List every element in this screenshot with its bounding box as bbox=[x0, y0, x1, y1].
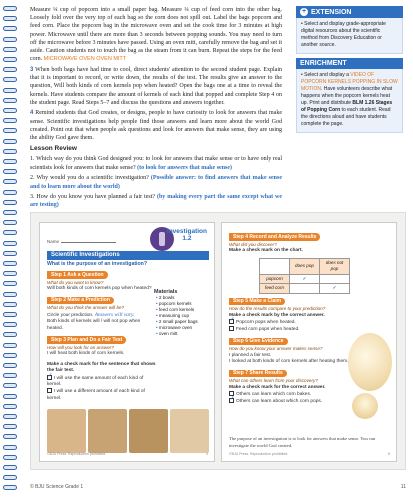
student-page-right: Step 4 Record and Analyze Results What did you discover? Make a check mark on the chart. does pop does not pop popcorn ✓ feed corn ✓ Step 5 Make a Claim How do the results compare to your prediction? Make a check mark by the correct answer. ✓Popcorn pops when heated. Feed corn pops when heated. Step 6 Give Evidence How do you know your answer makes sense? I planned a fair test. I looked at both kinds of corn kernels after heating them. Step 7 Share Results What can others learn from your discovery? Make a check mark for the correct answer. Others can learn which corn bakes. ✓Others can learn about which corn pops. The purpose of an investigation is to look for answers that make sense. You can investigate the world God created. ©BJU Press. Reproduction prohibited. 5 bbox=[221, 222, 397, 462]
enrichment-header: ENRICHMENT bbox=[296, 58, 403, 69]
investigation-title: Investigation 1.2 bbox=[166, 228, 207, 242]
binding-ring bbox=[3, 292, 17, 297]
binding-ring bbox=[3, 200, 17, 205]
material-item: • microwave oven bbox=[156, 325, 212, 331]
student-page-left: Investigation 1.2 Name Scientific Investigations What is the purpose of an investigation? Step 1 Ask a Question What do you want to know? Will both kinds of corn kernels pop when heated? Step 2 Make a Prediction What do you think the answer will be? Circle your prediction. Answers will vary. Both kinds of kernels will / will not pop when heated. Step 3 Plan and Do a Fair Test How will you look for an answer? I will heat both kinds of corn kernels. Make a check mark for the sentence that shows the fair test. ✓I will use the same amount of each kind of kernel. I will use a different amount of each kind of kernel. Materials • 2 bowls • popcorn kernels • feed corn kernels • measuring cup • 2 small paper bags • microwave oven • oven mitt ©BJU Press. Reproduction prohibited. 4 bbox=[39, 222, 215, 462]
review-q1: 1. Which way do you think God designed you: to look for answers that make sense or to have only real scientists look for answers that make sense? (to look for answers that make sense) bbox=[30, 156, 282, 171]
paragraph-1: Measure ¼ cup of popcorn into a small paper bag. Measure ¼ cup of feed corn into the other bag. Loosely fold over the very top of each bag so the corn does not spill out. Label the bags popcorn and feed corn. Place the popcorn bag in the microwave oven and set the cook time for 3 minutes at high power. Microwave until there are more than 3 seconds between popping sounds. You may need to turn off the microwave before 3 minutes have passed. Using an oven mitt, carefully remove the bag and set it aside. Caution students not to touch the bag as the steam from it can burn. Repeat the steps for the feed corn. MICROWAVE OVEN OVEN MITT bbox=[30, 7, 282, 63]
material-item: • 2 small paper bags bbox=[156, 319, 212, 325]
lesson-review-title: Lesson Review bbox=[30, 145, 77, 153]
binding-ring bbox=[3, 363, 17, 368]
binding-ring bbox=[3, 6, 17, 11]
review-q2: 2. Why would you do a scientific investigation? (Possible answer: to find answers that make sense and to learn more about the world) bbox=[30, 175, 282, 190]
share-option-2[interactable]: ✓Others can learn about which corn pops. bbox=[229, 398, 349, 405]
binding-ring bbox=[3, 241, 17, 246]
share-option-1[interactable]: Others can learn which corn bakes. bbox=[229, 391, 349, 398]
binding-ring bbox=[3, 128, 17, 133]
purpose-question: What is the purpose of an investigation? bbox=[47, 261, 148, 267]
material-item: • feed corn kernels bbox=[156, 307, 212, 313]
binding-ring bbox=[3, 149, 17, 154]
binding-ring bbox=[3, 332, 17, 337]
plus-icon: + bbox=[301, 8, 307, 15]
binding-ring bbox=[3, 445, 17, 450]
fair-option-2[interactable]: I will use a different amount of each kind of kernel. bbox=[47, 389, 145, 401]
microwave-label: MICROWAVE OVEN bbox=[43, 56, 95, 63]
binding-ring bbox=[3, 16, 17, 21]
step-6: Step 6 Give Evidence How do you know your answer makes sense? I planned a fair test. I looked at both kinds of corn kernels after heating them. bbox=[229, 338, 349, 365]
step-3: Step 3 Plan and Do a Fair Test How will you look for an answer? I will heat both kinds of corn kernels. bbox=[47, 336, 125, 356]
binding-ring bbox=[3, 271, 17, 276]
fair-test-instruction: Make a check mark for the sentence that shows the fair test. bbox=[47, 361, 156, 373]
sidebar bbox=[296, 6, 403, 137]
page-footer: © BJU Science Grade 1 11 bbox=[30, 484, 406, 490]
step-2: Step 2 Make a Prediction What do you think the answer will be? Circle your prediction. Answers will vary. Both kinds of kernels will / will not pop when heated. bbox=[47, 297, 141, 331]
material-item: • popcorn kernels bbox=[156, 301, 212, 307]
binding-ring bbox=[3, 383, 17, 388]
name-field: Name bbox=[47, 239, 116, 246]
step-7: Step 7 Share Results What can others learn from your discovery? Make a check mark for the correct answer. Others can learn which corn bakes. ✓Others can learn about which corn pops. bbox=[229, 370, 349, 406]
binding-ring bbox=[3, 394, 17, 399]
claim-option-1[interactable]: ✓Popcorn pops when heated. bbox=[229, 319, 349, 326]
fair-option-1[interactable]: ✓I will use the same amount of each kind of kernel. bbox=[47, 375, 157, 389]
binding-ring bbox=[3, 210, 17, 215]
binding-ring bbox=[3, 139, 17, 144]
binding-ring bbox=[3, 108, 17, 113]
binding-ring bbox=[3, 424, 17, 429]
binding-ring bbox=[3, 485, 17, 490]
binding-ring bbox=[3, 37, 17, 42]
section-bar: Scientific Investigations bbox=[47, 251, 209, 260]
review-q3: 3. How do you know you have planned a fair test? (by making every part the same except what we are testing) bbox=[30, 194, 282, 209]
binding-ring bbox=[3, 26, 17, 31]
binding-ring bbox=[3, 47, 17, 52]
binding-ring bbox=[3, 159, 17, 164]
binding-ring bbox=[3, 353, 17, 358]
step-1: Step 1 Ask a Question What do you want to know? Will both kinds of corn kernels pop when heated? bbox=[47, 271, 152, 291]
binding-ring bbox=[3, 169, 17, 174]
binding-ring bbox=[3, 98, 17, 103]
binding-ring bbox=[3, 455, 17, 460]
photo-strip bbox=[47, 409, 209, 453]
step-5: Step 5 Make a Claim How do the results compare to your prediction? Make a check mark by the correct answer. ✓Popcorn pops when heated. Feed corn pops when heated. bbox=[229, 298, 349, 334]
material-item: • oven mitt bbox=[156, 331, 212, 337]
binding-ring bbox=[3, 77, 17, 82]
binding-ring bbox=[3, 343, 17, 348]
binding-ring bbox=[3, 261, 17, 266]
paragraph-step-3: 3 When both bags have had time to cool, direct students' attention to the second student page. Explain that it is important to record, or write down, the results of the test. The results give an answer to the question, Will both kinds of corn kernels pop when heated? Open the bags one at a time to reveal the kernels. Have students compare the amount of kernels of each kind that popped and complete Step 4 on the student page. Read Steps 5–7 and discuss the questions and answers together. bbox=[30, 66, 282, 106]
results-table: does pop does not pop popcorn ✓ feed corn ✓ bbox=[259, 258, 350, 294]
materials-list: Materials • 2 bowls • popcorn kernels • feed corn kernels • measuring cup • 2 small paper bags • microwave oven • oven mitt bbox=[154, 289, 212, 337]
video-link[interactable]: VIDEO OF POPCORN KERNELS POPPING IN SLOW MOTION bbox=[301, 72, 398, 92]
binding-ring bbox=[3, 465, 17, 470]
binding-ring bbox=[3, 179, 17, 184]
binding-ring bbox=[3, 475, 17, 480]
binding-ring bbox=[3, 220, 17, 225]
material-item: • 2 bowls bbox=[156, 295, 212, 301]
binding-ring bbox=[3, 373, 17, 378]
binding-ring bbox=[3, 312, 17, 317]
popcorn-image bbox=[348, 333, 392, 391]
binding-ring bbox=[3, 414, 17, 419]
lesson-text bbox=[30, 6, 282, 212]
extension-header: + EXTENSION bbox=[296, 6, 403, 18]
binding-ring bbox=[3, 404, 17, 409]
binding-ring bbox=[3, 190, 17, 195]
claim-option-2[interactable]: Feed corn pops when heated. bbox=[229, 326, 349, 333]
paragraph-step-4: 4 Remind students that God creates, or designs, people to have curiosity to look for answers that make sense. Scientific investigations help people find those answers and learn more about the world God created. Point out that when people ask questions and look for answers that make sense, they are using the ability God gave them. bbox=[30, 110, 283, 142]
student-pages-spread bbox=[30, 212, 406, 470]
binding-ring bbox=[3, 322, 17, 327]
binding-ring bbox=[3, 281, 17, 286]
spiral-binding bbox=[0, 0, 20, 500]
feed-corn-image bbox=[352, 393, 378, 419]
enrichment-body: • Select and display a VIDEO OF POPCORN KERNELS POPPING IN SLOW MOTION. Have volunteers describe what happens when the popcorn kernels heat up. Print and distribute BLM 1.26 Stages of Popping Corn to each student. Read the directions aloud and have students complete the page. bbox=[296, 69, 403, 133]
step-4: Step 4 Record and Analyze Results What did you discover? Make a check mark on the chart. bbox=[229, 233, 349, 255]
binding-ring bbox=[3, 88, 17, 93]
binding-ring bbox=[3, 251, 17, 256]
binding-ring bbox=[3, 302, 17, 307]
binding-ring bbox=[3, 434, 17, 439]
binding-ring bbox=[3, 118, 17, 123]
binding-ring bbox=[3, 57, 17, 62]
steps-column-right bbox=[229, 229, 349, 406]
binding-ring bbox=[3, 230, 17, 235]
oven-mitt-label: OVEN MITT bbox=[96, 56, 127, 63]
steps-column bbox=[47, 267, 157, 402]
material-item: • measuring cup bbox=[156, 313, 212, 319]
extension-body: • Select and display grade-appropriate digital resources about the scientific method from Discovery Education or another source. bbox=[296, 18, 403, 54]
binding-ring bbox=[3, 67, 17, 72]
purpose-summary: The purpose of an investigation is to look for answers that make sense. You can investigate the world God created. bbox=[229, 436, 376, 448]
